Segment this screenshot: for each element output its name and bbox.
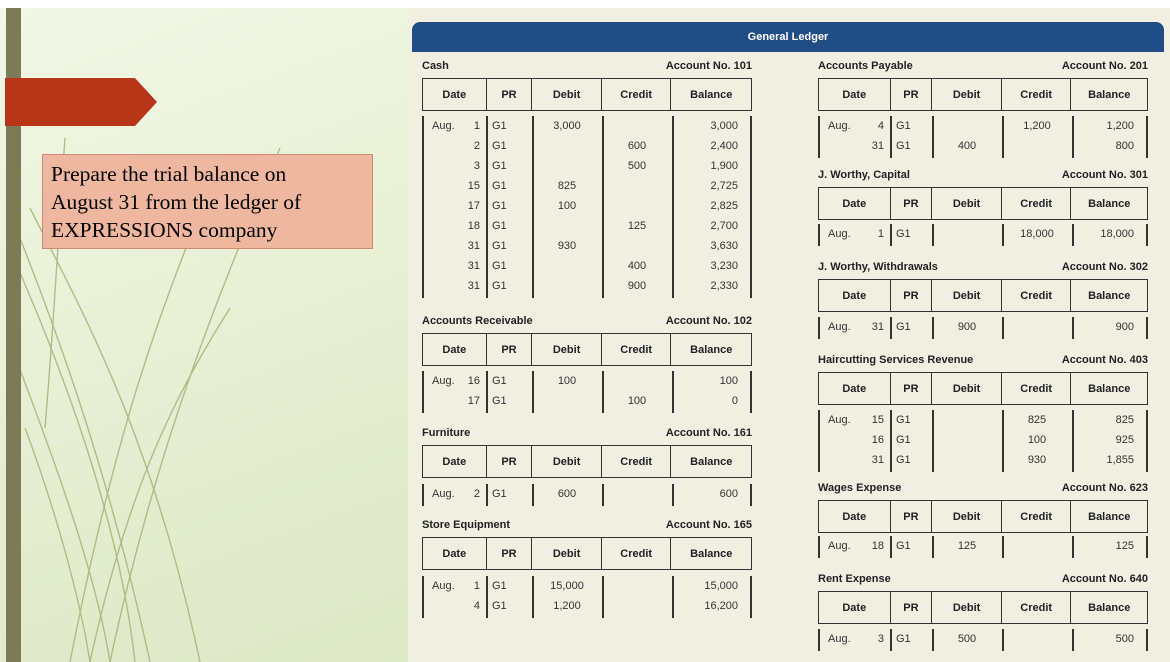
entry-month: Aug. xyxy=(828,414,851,426)
entry-debit: 900 xyxy=(957,321,977,333)
account-name: Furniture xyxy=(422,427,471,439)
entry-credit: 100 xyxy=(1027,434,1047,446)
column-header: Date xyxy=(423,334,487,365)
column-header: Credit xyxy=(602,79,672,110)
entry-pr: G1 xyxy=(896,228,911,240)
entry-debit xyxy=(932,410,1002,430)
entry-credit xyxy=(602,236,672,256)
account-name: Accounts Payable xyxy=(818,60,913,72)
column-header: PR xyxy=(891,592,933,623)
column-header-row xyxy=(818,279,1148,312)
column-header: Balance xyxy=(1088,510,1131,523)
prompt-line: August 31 from the ledger of xyxy=(51,190,302,214)
entry-day: 31 xyxy=(467,260,480,272)
entry-debit xyxy=(932,450,1002,470)
slide-panel xyxy=(0,8,408,662)
entry-pr: G1 xyxy=(492,375,507,387)
entry-pr: G1 xyxy=(896,120,911,132)
entry-credit xyxy=(1002,136,1072,156)
entry-balance: 925 xyxy=(1115,434,1134,446)
entry-pr: G1 xyxy=(492,488,507,500)
account-number: Account No. 302 xyxy=(1061,261,1148,273)
entry-day: 31 xyxy=(871,321,884,333)
entry-debit xyxy=(532,391,602,411)
column-header: Credit xyxy=(1002,188,1072,219)
column-header: Date xyxy=(423,446,487,477)
account-name: Rent Expense xyxy=(818,573,891,585)
column-header: Debit xyxy=(932,280,1002,311)
column-header: Date xyxy=(423,538,487,569)
account-name: Haircutting Services Revenue xyxy=(818,354,974,366)
entry-balance: 125 xyxy=(1115,540,1134,552)
entry-pr: G1 xyxy=(896,633,911,645)
entry-debit xyxy=(932,116,1002,136)
entry-debit xyxy=(932,430,1002,450)
entry-debit: 3,000 xyxy=(553,120,581,132)
entry-month: Aug. xyxy=(828,540,851,552)
column-header: Balance xyxy=(1088,289,1131,302)
entry-month: Aug. xyxy=(432,375,455,387)
ledger-row xyxy=(422,236,752,256)
entry-pr: G1 xyxy=(896,321,911,333)
account-name: Accounts Receivable xyxy=(422,315,533,327)
entry-debit: 15,000 xyxy=(550,580,584,592)
column-header: Debit xyxy=(932,373,1002,404)
entry-credit: 930 xyxy=(1027,454,1047,466)
account-name: Wages Expense xyxy=(818,482,902,494)
column-header: Balance xyxy=(690,455,733,468)
ledger-row xyxy=(422,176,752,196)
account-number: Account No. 623 xyxy=(1061,482,1148,494)
entry-credit xyxy=(602,176,672,196)
entry-debit: 100 xyxy=(557,200,577,212)
entry-credit xyxy=(602,596,672,616)
entry-day: 3 xyxy=(877,633,884,645)
entry-credit xyxy=(1002,536,1072,556)
entry-pr: G1 xyxy=(492,160,507,172)
entry-day: 1 xyxy=(473,580,480,592)
column-header: Credit xyxy=(602,446,672,477)
column-header: Balance xyxy=(1088,197,1131,210)
entry-debit: 825 xyxy=(557,180,577,192)
column-header: Credit xyxy=(1002,501,1072,532)
entry-balance: 600 xyxy=(719,488,738,500)
entry-credit xyxy=(602,371,672,391)
entry-pr: G1 xyxy=(896,540,911,552)
column-header: Balance xyxy=(1088,601,1131,614)
ledger-row xyxy=(818,116,1148,136)
ledger-row xyxy=(422,576,752,596)
column-header-row xyxy=(818,372,1148,405)
ledger-row xyxy=(422,256,752,276)
account-number: Account No. 201 xyxy=(1061,60,1148,72)
column-header: Credit xyxy=(602,538,672,569)
column-header: PR xyxy=(487,446,533,477)
entry-pr: G1 xyxy=(492,280,507,292)
entry-credit xyxy=(602,116,672,136)
entry-credit: 1,200 xyxy=(1023,120,1051,132)
column-header: Credit xyxy=(1002,592,1072,623)
entry-day: 4 xyxy=(877,120,884,132)
ledger-row xyxy=(818,450,1148,470)
entry-balance: 900 xyxy=(1115,321,1134,333)
entry-pr: G1 xyxy=(492,600,507,612)
entry-day: 1 xyxy=(473,120,480,132)
entry-balance: 2,825 xyxy=(710,200,738,212)
entry-balance: 1,900 xyxy=(710,160,738,172)
entry-balance: 500 xyxy=(1115,633,1134,645)
column-header-row xyxy=(818,78,1148,111)
column-header: Date xyxy=(819,592,891,623)
ledger-row xyxy=(422,596,752,616)
entry-credit: 600 xyxy=(627,140,647,152)
entry-month: Aug. xyxy=(432,120,455,132)
entry-debit: 500 xyxy=(957,633,977,645)
column-header: PR xyxy=(891,280,933,311)
account-number: Account No. 102 xyxy=(665,315,752,327)
entry-debit xyxy=(932,224,1002,244)
entry-debit: 125 xyxy=(957,540,977,552)
ledger-row xyxy=(818,629,1148,649)
entry-credit: 900 xyxy=(627,280,647,292)
prompt-text-box xyxy=(42,154,373,249)
entry-debit: 930 xyxy=(557,240,577,252)
ledger-row xyxy=(422,116,752,136)
column-header-row xyxy=(818,591,1148,624)
account-name: J. Worthy, Capital xyxy=(818,169,910,181)
entry-credit: 400 xyxy=(627,260,647,272)
entry-pr: G1 xyxy=(896,140,911,152)
column-header: PR xyxy=(891,373,933,404)
entry-day: 18 xyxy=(871,540,884,552)
entry-month: Aug. xyxy=(828,228,851,240)
entry-balance: 100 xyxy=(719,375,738,387)
entry-balance: 3,630 xyxy=(710,240,738,252)
entry-balance: 1,200 xyxy=(1106,120,1134,132)
entry-balance: 18,000 xyxy=(1100,228,1134,240)
column-header: Date xyxy=(819,280,891,311)
entry-balance: 800 xyxy=(1115,140,1134,152)
column-header: Debit xyxy=(932,79,1002,110)
column-header-row xyxy=(422,537,752,570)
account-name: Store Equipment xyxy=(422,519,511,531)
entry-month: Aug. xyxy=(828,633,851,645)
entry-day: 16 xyxy=(871,434,884,446)
entry-day: 31 xyxy=(467,280,480,292)
entry-balance: 15,000 xyxy=(704,580,738,592)
entry-balance: 1,855 xyxy=(1106,454,1134,466)
prompt-line: EXPRESSIONS company xyxy=(51,218,278,242)
ledger-row xyxy=(422,156,752,176)
column-header: PR xyxy=(487,334,533,365)
account-number: Account No. 161 xyxy=(665,427,752,439)
column-header: Date xyxy=(819,373,891,404)
entry-balance: 3,000 xyxy=(710,120,738,132)
ledger-row xyxy=(422,391,752,411)
entry-pr: G1 xyxy=(492,140,507,152)
column-header: Credit xyxy=(1002,280,1072,311)
entry-debit: 100 xyxy=(557,375,577,387)
entry-credit xyxy=(602,196,672,216)
column-header: Debit xyxy=(532,79,602,110)
column-header: Credit xyxy=(602,334,672,365)
entry-credit: 825 xyxy=(1027,414,1047,426)
column-header-row xyxy=(818,187,1148,220)
entry-credit xyxy=(602,576,672,596)
entry-pr: G1 xyxy=(492,260,507,272)
column-header: Balance xyxy=(690,88,733,101)
entry-day: 2 xyxy=(473,140,480,152)
account-name: J. Worthy, Withdrawals xyxy=(818,261,938,273)
entry-debit: 400 xyxy=(957,140,977,152)
column-header-row xyxy=(818,500,1148,533)
entry-day: 17 xyxy=(467,395,480,407)
column-header: PR xyxy=(891,501,933,532)
entry-credit: 100 xyxy=(627,395,647,407)
entry-credit xyxy=(602,484,672,504)
entry-day: 4 xyxy=(473,600,480,612)
account-number: Account No. 101 xyxy=(665,60,752,72)
entry-pr: G1 xyxy=(492,580,507,592)
entry-day: 31 xyxy=(467,240,480,252)
entry-debit xyxy=(532,256,602,276)
entry-debit xyxy=(532,276,602,296)
entry-day: 31 xyxy=(871,140,884,152)
entry-debit xyxy=(532,216,602,236)
entry-credit xyxy=(1002,629,1072,649)
ledger-row xyxy=(422,136,752,156)
prompt-line: Prepare the trial balance on xyxy=(51,162,287,186)
account-number: Account No. 403 xyxy=(1061,354,1148,366)
entry-month: Aug. xyxy=(828,120,851,132)
column-header: PR xyxy=(487,79,533,110)
ledger-row xyxy=(422,371,752,391)
ledger-row xyxy=(422,196,752,216)
column-header: PR xyxy=(891,188,933,219)
entry-pr: G1 xyxy=(492,200,507,212)
ledger-row xyxy=(818,410,1148,430)
entry-day: 16 xyxy=(467,375,480,387)
column-header: Debit xyxy=(532,334,602,365)
column-header: Date xyxy=(819,188,891,219)
column-header: Debit xyxy=(932,592,1002,623)
account-number: Account No. 165 xyxy=(665,519,752,531)
entry-day: 17 xyxy=(467,200,480,212)
ledger-row xyxy=(818,224,1148,244)
entry-pr: G1 xyxy=(492,120,507,132)
entry-balance: 825 xyxy=(1115,414,1134,426)
entry-day: 31 xyxy=(871,454,884,466)
entry-day: 2 xyxy=(473,488,480,500)
column-header: Credit xyxy=(1002,79,1072,110)
entry-day: 15 xyxy=(871,414,884,426)
column-header: PR xyxy=(891,79,933,110)
column-header: Debit xyxy=(932,501,1002,532)
column-header-row xyxy=(422,78,752,111)
entry-pr: G1 xyxy=(492,220,507,232)
ledger-row xyxy=(818,317,1148,337)
entry-credit xyxy=(1002,317,1072,337)
column-header: Credit xyxy=(1002,373,1072,404)
column-header-row xyxy=(422,445,752,478)
entry-balance: 0 xyxy=(731,395,738,407)
column-header: Date xyxy=(819,501,891,532)
entry-balance: 16,200 xyxy=(704,600,738,612)
entry-debit xyxy=(532,156,602,176)
entry-balance: 2,700 xyxy=(710,220,738,232)
column-header: Date xyxy=(819,79,891,110)
entry-pr: G1 xyxy=(896,434,911,446)
entry-day: 3 xyxy=(473,160,480,172)
entry-month: Aug. xyxy=(432,580,455,592)
column-header: Balance xyxy=(1088,382,1131,395)
account-name: Cash xyxy=(422,60,449,72)
entry-balance: 3,230 xyxy=(710,260,738,272)
entry-day: 18 xyxy=(467,220,480,232)
ledger-title: General Ledger xyxy=(412,22,1164,52)
entry-balance: 2,725 xyxy=(710,180,738,192)
ledger-row xyxy=(422,276,752,296)
entry-debit: 1,200 xyxy=(553,600,581,612)
entry-day: 1 xyxy=(877,228,884,240)
entry-pr: G1 xyxy=(896,454,911,466)
entry-credit: 500 xyxy=(627,160,647,172)
entry-month: Aug. xyxy=(432,488,455,500)
entry-balance: 2,330 xyxy=(710,280,738,292)
entry-debit xyxy=(532,136,602,156)
column-header: Date xyxy=(423,79,487,110)
ledger-row xyxy=(818,536,1148,556)
column-header: Balance xyxy=(690,547,733,560)
ledger-row xyxy=(818,430,1148,450)
entry-balance: 2,400 xyxy=(710,140,738,152)
entry-debit: 600 xyxy=(557,488,577,500)
entry-credit: 18,000 xyxy=(1020,228,1054,240)
entry-pr: G1 xyxy=(492,395,507,407)
arrow-shape xyxy=(5,78,160,130)
column-header: Debit xyxy=(532,446,602,477)
entry-day: 15 xyxy=(467,180,480,192)
entry-pr: G1 xyxy=(896,414,911,426)
entry-pr: G1 xyxy=(492,240,507,252)
entry-credit: 125 xyxy=(627,220,647,232)
general-ledger xyxy=(408,8,1170,662)
column-header: Debit xyxy=(932,188,1002,219)
column-header-row xyxy=(422,333,752,366)
account-number: Account No. 301 xyxy=(1061,169,1148,181)
column-header: Balance xyxy=(1088,88,1131,101)
column-header: Balance xyxy=(690,343,733,356)
column-header: Debit xyxy=(532,538,602,569)
ledger-row xyxy=(422,216,752,236)
ledger-row xyxy=(422,484,752,504)
account-number: Account No. 640 xyxy=(1061,573,1148,585)
entry-month: Aug. xyxy=(828,321,851,333)
column-header: PR xyxy=(487,538,533,569)
ledger-row xyxy=(818,136,1148,156)
entry-pr: G1 xyxy=(492,180,507,192)
